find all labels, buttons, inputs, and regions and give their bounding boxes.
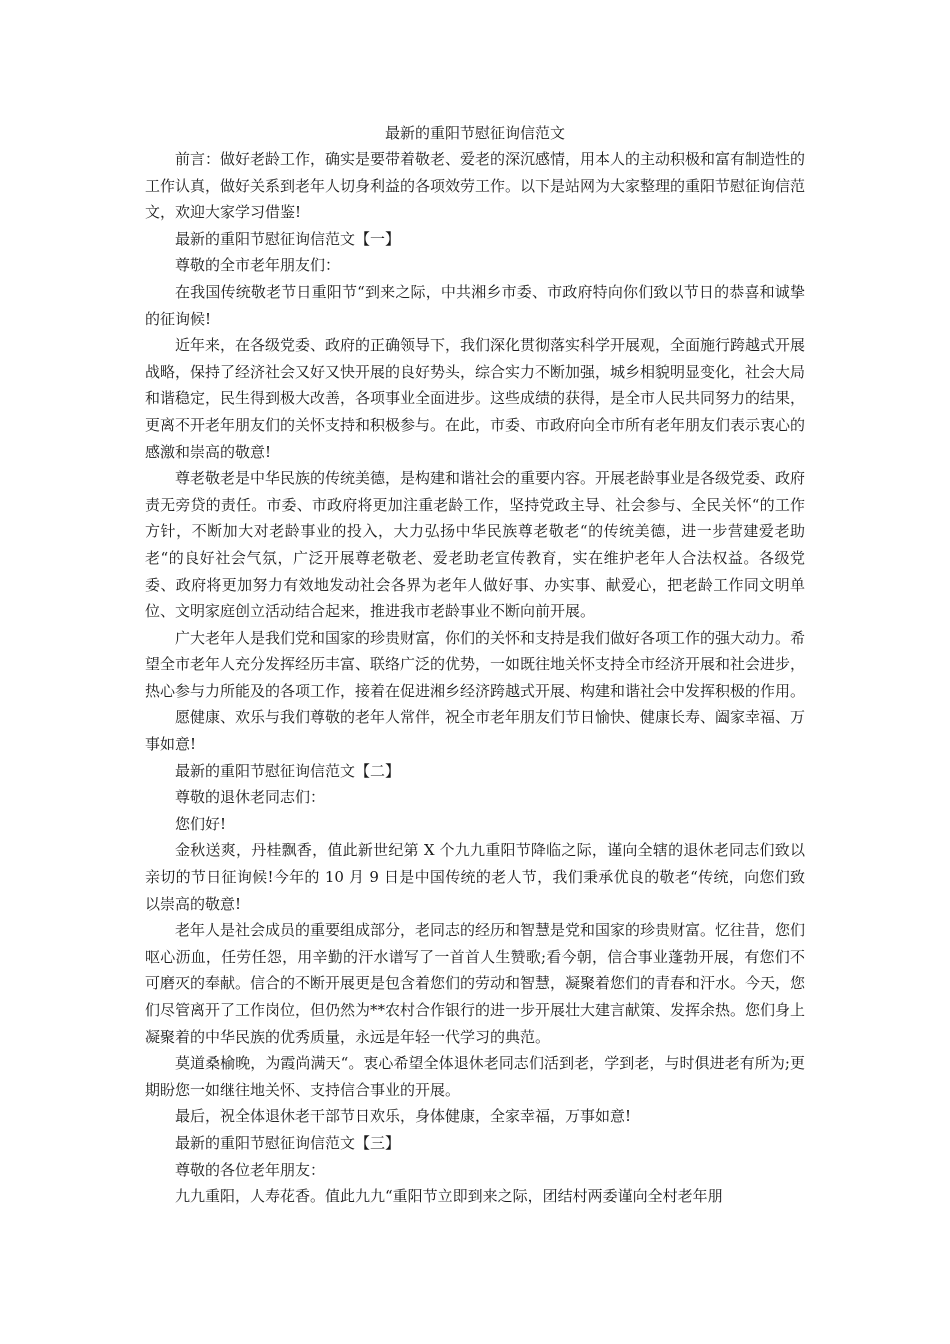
- section-heading-3: 最新的重阳节慰征询信范文【三】: [175, 1133, 401, 1152]
- paragraph: 尊老敬老是中华民族的传统美德，是构建和谐社会的重要内容。开展老龄事业是各级党委、政府责无旁贷的责任。市委、市政府将更加注重老龄工作，坚持党政主导、社会参与、全民关怀“的工作方针，不断加大对老龄事业的投入，大力弘扬中华民族尊老敬老“的传统美德，进一步营建爱老助老“的良好社会气氛，广泛开展尊老敬老、爱老助老宣传教育，实在维护老年人合法权益。各级党委、政府将更加努力有效地发动社会各界为老年人做好事、办实事、献爱心，把老龄工作同文明单位、文明家庭创立活动结合起来，推进我市老龄事业不断向前开展。: [145, 469, 806, 621]
- paragraph: 莫道桑榆晚，为霞尚满天“。衷心希望全体退休老同志们活到老，学到老，与时俱进老有所为;更期盼您一如继往地关怀、支持信合事业的开展。: [145, 1054, 805, 1099]
- paragraph: 在我国传统敬老节日重阳节“到来之际，中共湘乡市委、市政府特向你们致以节日的恭喜和诚挚的征询候!: [145, 282, 805, 328]
- salutation-3: 尊敬的各位老年朋友：: [175, 1160, 326, 1179]
- greeting: 您们好!: [175, 814, 227, 833]
- paragraph-preface: 前言：做好老龄工作，确实是要带着敬老、爱老的深沉感情，用本人的主动积极和富有制造性的工作认真，做好关系到老年人切身利益的各项效劳工作。以下是站网为大家整理的重阳节慰征询信范文，欢迎大家学习借鉴!: [145, 150, 806, 222]
- paragraph: 老年人是社会成员的重要组成部分，老同志的经历和智慧是党和国家的珍贵财富。忆往昔，您们呕心沥血，任劳任怨，用辛勤的汗水谱写了一首首人生赞歌;看今朝，信合事业蓬勃开展，有您们不可磨灭的奉献。信合的不断开展更是包含着您们的劳动和智慧，凝聚着您们的青春和汗水。今天，您们尽管离开了工作岗位，但仍然为**农村合作银行的进一步开展壮大建言献策、发挥余热。您们身上凝聚着的中华民族的优秀质量，永远是年轻一代学习的典范。: [145, 921, 806, 1046]
- salutation-2: 尊敬的退休老同志们：: [175, 788, 326, 807]
- paragraph: 金秋送爽，丹桂飘香，值此新世纪第 X 个九九重阳节降临之际，谨向全辖的退休老同志们致以亲切的节日征询候!今年的 10 月 9 日是中国传统的老人节，我们秉承优良的敬老“传统，向您们致以崇高的敬意!: [145, 841, 805, 913]
- paragraph: 愿健康、欢乐与我们尊敬的老年人常伴，祝全市老年朋友们节日愉快、健康长寿、阖家幸福、万事如意!: [145, 708, 806, 754]
- document-page: [145, 120, 805, 1210]
- paragraph: 最后，祝全体退休老干部节日欢乐，身体健康，全家幸福，万事如意!: [175, 1107, 632, 1126]
- document-title: 最新的重阳节慰征询信范文: [384, 124, 565, 142]
- paragraph: 近年来，在各级党委、政府的正确领导下，我们深化贯彻落实科学开展观，全面施行跨越式开展战略，保持了经济社会又好又快开展的良好势头，综合实力不断加强，城乡相貌明显变化，社会大局和谐稳定，民生得到极大改善，各项事业全面进步。这些成绩的获得，是全市人民共同努力的结果，更离不开老年朋友们的关怀支持和积极参与。在此，市委、市政府向全市所有老年朋友们表示衷心的感激和崇高的敬意!: [145, 336, 806, 461]
- section-heading-1: 最新的重阳节慰征询信范文【一】: [175, 229, 401, 248]
- salutation-1: 尊敬的全市老年朋友们：: [175, 256, 341, 275]
- paragraph: 广大老年人是我们党和国家的珍贵财富，你们的关怀和支持是我们做好各项工作的强大动力。希望全市老年人充分发挥经历丰富、联络广泛的优势，一如既往地关怀支持全市经济开展和社会进步，热心参与力所能及的各项工作，接着在促进湘乡经济跨越式开展、构建和谐社会中发挥积极的作用。: [145, 628, 806, 700]
- section-heading-2: 最新的重阳节慰征询信范文【二】: [175, 761, 401, 780]
- paragraph: 九九重阳，人寿花香。值此九九“重阳节立即到来之际，团结村两委谨向全村老年朋: [175, 1187, 723, 1206]
